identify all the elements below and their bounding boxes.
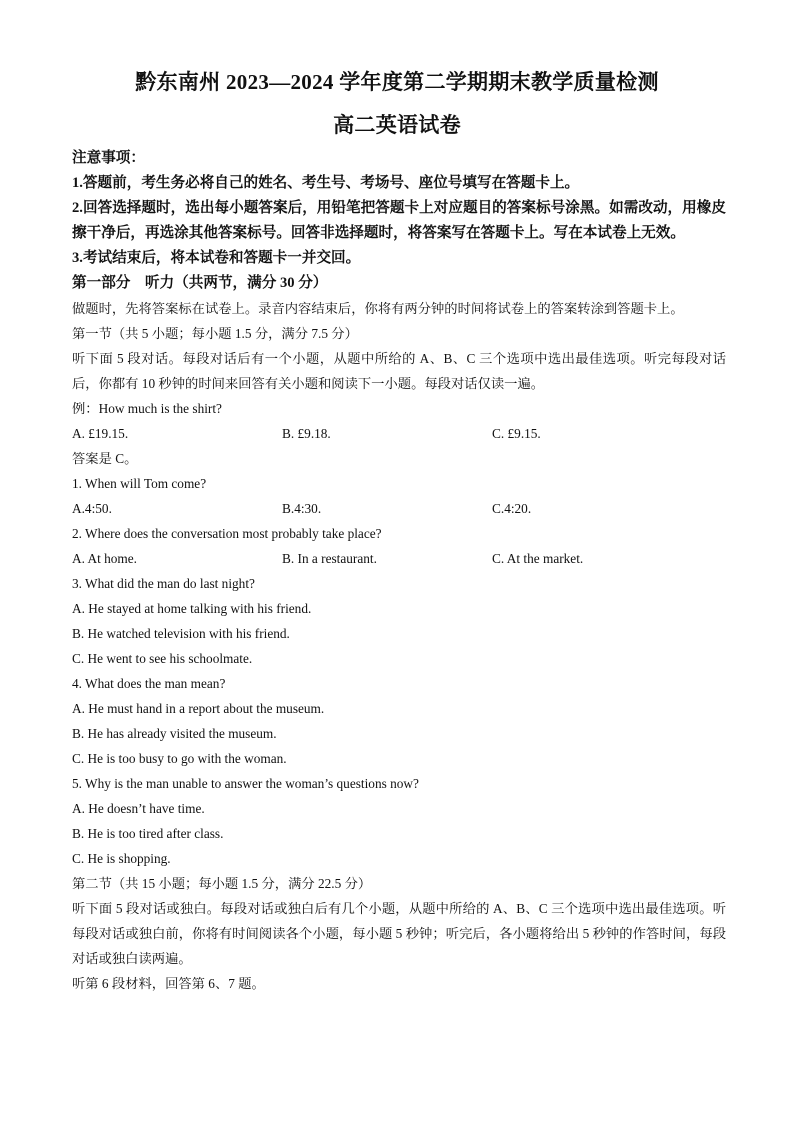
question-3: 3. What did the man do last night? <box>72 576 255 591</box>
question-4-option-c: C. He is too busy to go with the woman. <box>72 751 287 766</box>
question-4: 4. What does the man mean? <box>72 676 226 691</box>
question-2-option-c: C. At the market. <box>492 551 584 566</box>
question-1-option-c: C.4:20. <box>492 501 532 516</box>
question-5-option-c: C. He is shopping. <box>72 851 171 866</box>
exam-title: 黔东南州 2023—2024 学年度第二学期期末教学质量检测 <box>135 70 659 94</box>
example-option-a: A. £19.15. <box>72 426 129 441</box>
question-4-option-a: A. He must hand in a report about the museum. <box>72 701 325 716</box>
section1-heading: 第一节（共 5 小题；每小题 1.5 分，满分 7.5 分） <box>72 326 358 341</box>
notice-item-3: 3.考试结束后，将本试卷和答题卡一并交回。 <box>72 250 361 266</box>
example-options <box>72 421 726 446</box>
question-3-option-b: B. He watched television with his friend. <box>72 626 290 641</box>
question-5: 5. Why is the man unable to answer the woman’s questions now? <box>72 776 419 791</box>
question-1-option-b: B.4:30. <box>282 501 322 516</box>
example-answer: 答案是 C。 <box>72 451 138 466</box>
question-2-option-a: A. At home. <box>72 551 138 566</box>
notice-heading: 注意事项： <box>72 150 145 166</box>
example-question: 例：How much is the shirt? <box>72 401 222 416</box>
section2-lead: 听第 6 段材料，回答第 6、7 题。 <box>72 976 265 991</box>
question-2-options <box>72 546 726 571</box>
exam-subtitle: 高二英语试卷 <box>333 113 461 137</box>
section1-instruction: 听下面 5 段对话。每段对话后有一个小题，从题中所给的 A、B、C 三个选项中选出最佳选项。听完每段对话后，你都有 10 秒钟的时间来回答有关小题和阅读下一小题。每段对话仅读一遍。 <box>72 351 726 391</box>
question-5-option-b: B. He is too tired after class. <box>72 826 224 841</box>
question-2-option-b: B. In a restaurant. <box>282 551 377 566</box>
notice-item-1: 1.答题前，考生务必将自己的姓名、考生号、考场号、座位号填写在答题卡上。 <box>72 175 580 191</box>
question-4-option-b: B. He has already visited the museum. <box>72 726 277 741</box>
question-3-option-c: C. He went to see his schoolmate. <box>72 651 253 666</box>
example-option-c: C. £9.15. <box>492 426 541 441</box>
question-1: 1. When will Tom come? <box>72 476 207 491</box>
section2-heading: 第二节（共 15 小题；每小题 1.5 分，满分 22.5 分） <box>72 876 372 891</box>
part1-instruction: 做题时，先将答案标在试卷上。录音内容结束后，你将有两分钟的时间将试卷上的答案转涂到答题卡上。 <box>72 301 684 316</box>
question-5-option-a: A. He doesn’t have time. <box>72 801 205 816</box>
question-1-options <box>72 496 726 521</box>
question-3-option-a: A. He stayed at home talking with his friend. <box>72 601 312 616</box>
exam-content <box>72 146 726 996</box>
part1-heading: 第一部分 听力（共两节，满分 30 分） <box>72 275 328 291</box>
notice-item-2: 2.回答选择题时，选出每小题答案后，用铅笔把答题卡上对应题目的答案标号涂黑。如需改动，用橡皮擦干净后，再选涂其他答案标号。回答非选择题时，将答案写在答题卡上。写在本试卷上无效。 <box>72 200 726 241</box>
question-2: 2. Where does the conversation most probably take place? <box>72 526 382 541</box>
section2-instruction: 听下面 5 段对话或独白。每段对话或独白后有几个小题，从题中所给的 A、B、C 三个选项中选出最佳选项。听每段对话或独白前，你将有时间阅读各个小题，每小题 5 秒钟；听完后，各小题将给出 5 秒钟的作答时间，每段对话或独白读两遍。 <box>72 901 726 966</box>
example-option-b: B. £9.18. <box>282 426 331 441</box>
question-1-option-a: A.4:50. <box>72 501 112 516</box>
